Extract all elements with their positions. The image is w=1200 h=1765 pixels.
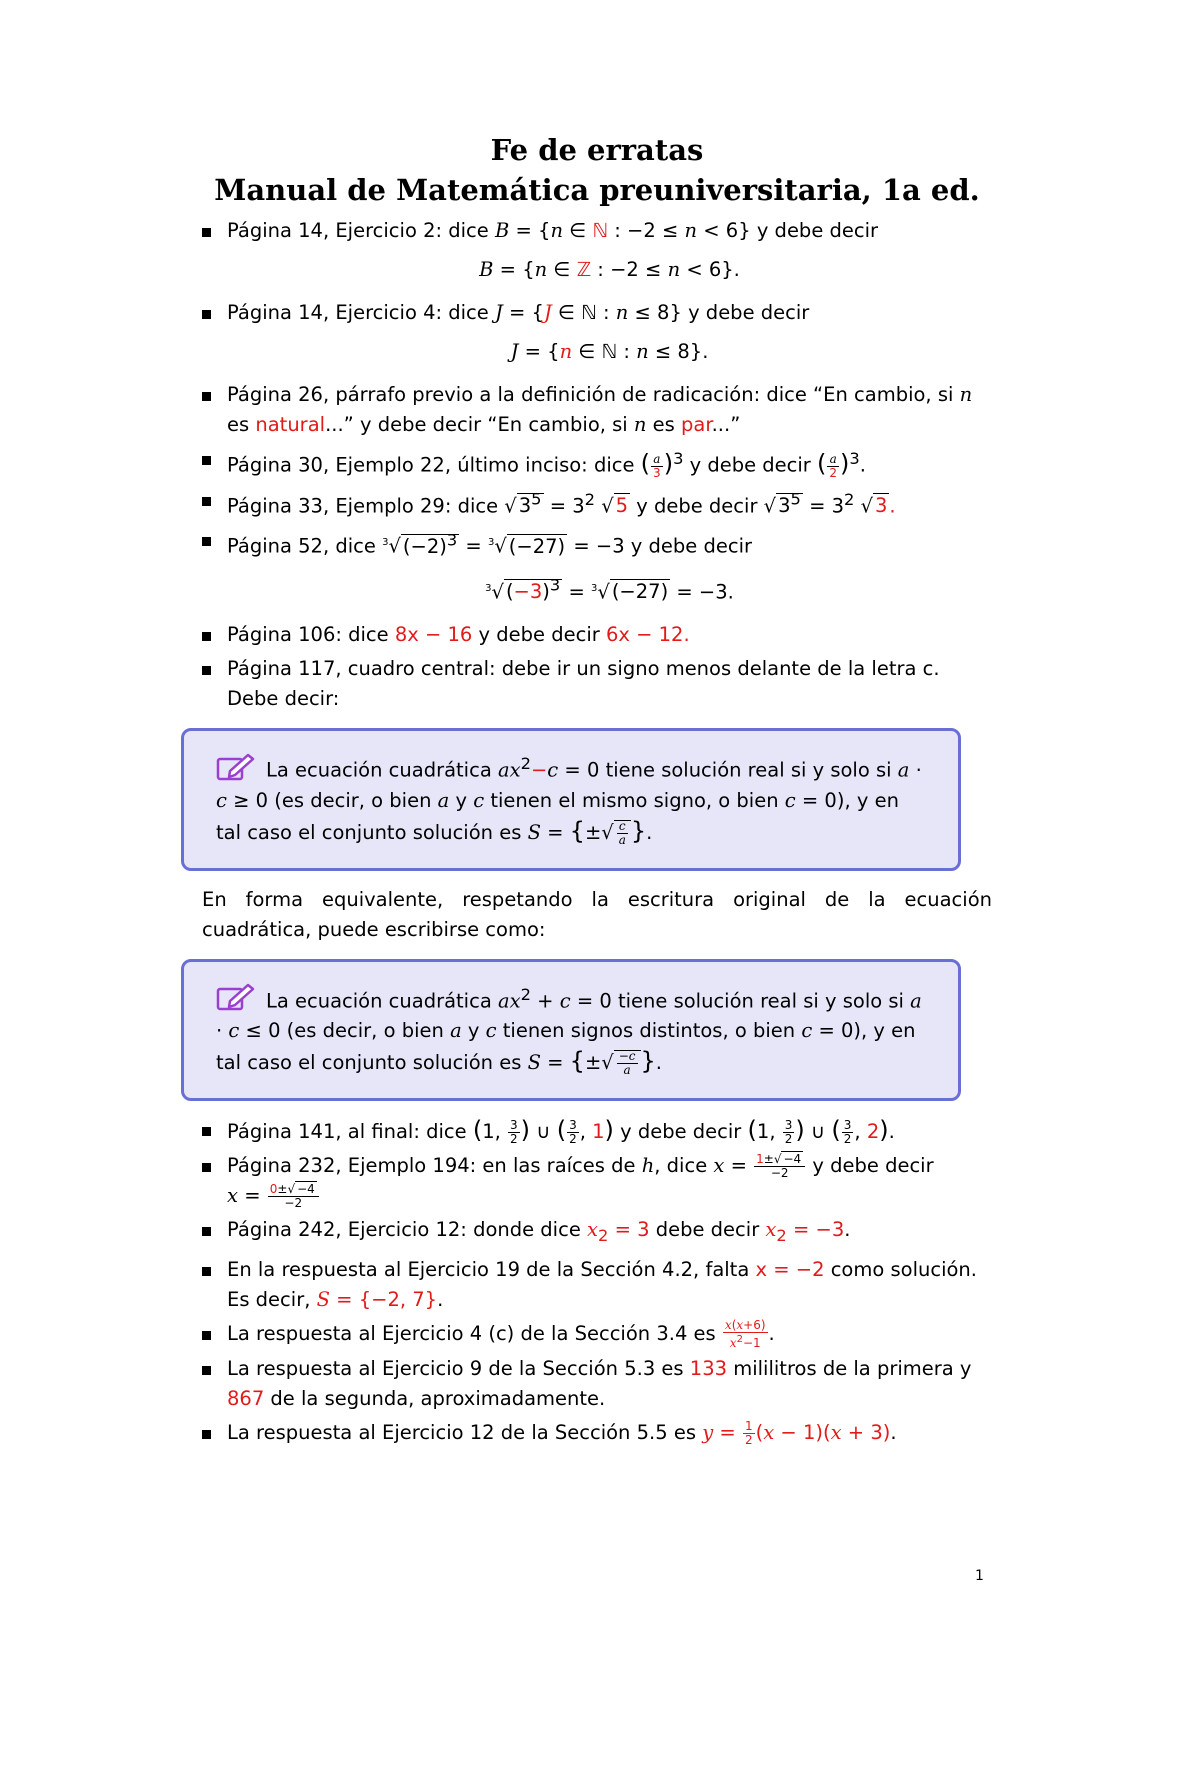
errata-list-continued [202, 1115, 992, 1448]
item-text: ...” [711, 413, 741, 436]
pencil-edit-icon [216, 983, 256, 1011]
correction-text: 8x − 16 [394, 623, 473, 646]
item-text: es [646, 413, 682, 436]
item-text: Página 117, cuadro central: debe ir un signo menos delante de la letra c. Debe decir: [227, 657, 940, 710]
box-text: La ecuación cuadrática [266, 989, 498, 1012]
item-text: Página 106: dice [227, 623, 395, 646]
errata-item-14 [165, 1354, 992, 1414]
correction-text: 867 [227, 1386, 265, 1410]
errata-item-2: Página 14, Ejercicio 4: dice J = {J ∈ ℕ : n ≤ 8} y debe decir J = {n ∈ ℕ : n ≤ 8}. [165, 298, 992, 368]
box-text: (es decir, o bien [268, 788, 438, 812]
box-text: tienen el mismo signo, o bien [484, 788, 785, 812]
item-text: Página 141, al final: dice [227, 1120, 473, 1143]
callout-box-2: La ecuación cuadrática $ax^2 + c = 0$ tiene solución real si y solo si a · c ≤ 0 (es decir, o bien a y c tienen signos distintos, o bien c = 0), y en tal caso el conjunto solución es S = {±√ $\frac{-c}{a}$ }. [181, 959, 961, 1102]
pencil-edit-icon [216, 753, 256, 781]
item-text: de la segunda, aproximadamente. [264, 1386, 606, 1410]
errata-item-13: La respuesta al Ejercicio 4 (c) de la Sección 3.4 es $\frac{x(x+6)}{x^2-1}$ . [165, 1319, 992, 1350]
box-text: tiene solución real si y solo si [599, 758, 898, 782]
correction-text: x = −2 [755, 1257, 825, 1281]
item-text: En la respuesta al Ejercicio 19 de la Sección 4.2, falta [227, 1257, 756, 1281]
document-page [202, 130, 992, 1452]
errata-item-6: Página 52, dice $^3$√ $(-2)^3 = ^3√$ (−27) = −3 y debe decir $^3$√ $(-3)^3 = ^3√$ (−27) = −3. [165, 525, 992, 608]
item-text: . [683, 623, 690, 646]
box-text: tienen signos distintos, o bien [496, 1019, 802, 1042]
item-text: La respuesta al Ejercicio 12 de la Sección 5.5 es [227, 1420, 703, 1444]
page-number: 1 [975, 1568, 984, 1584]
formula-display: J = {n ∈ ℕ : n ≤ 8}. [510, 340, 709, 363]
between-paragraph: En forma equivalente, respetando la escritura original de la ecuación cuadrática, puede escribirse como: [202, 887, 992, 941]
item-text: Página 14, Ejercicio 4: dice [227, 301, 495, 324]
errata-item-10: Página 232, Ejemplo 194: en las raíces de h, dice x = $\frac{1\pm√ -4}{-2}$ y debe decir x = $\frac{0\pm√ -4}{-2}$ [165, 1151, 992, 1211]
item-text: y debe decir [630, 494, 764, 517]
title-line-1: Fe de erratas [490, 133, 704, 167]
item-text: y debe decir [806, 1154, 934, 1177]
item-text: ...” y debe decir “En cambio, si [325, 413, 634, 436]
item-text: La respuesta al Ejercicio 9 de la Sección 5.3 es [227, 1356, 690, 1380]
errata-item-1: Página 14, Ejercicio 2: dice B = {n ∈ ℕ : −2 ≤ n < 6} y debe decir B = {n ∈ ℤ : −2 ≤ n < 6}. [165, 216, 992, 286]
correction-text: 133 [689, 1356, 728, 1380]
errata-item-5: Página 33, Ejemplo 29: dice √ $3^5 = 3^2$ √ 5 y debe decir √ $3^5 = 3^2$ √ 3 . [165, 485, 992, 522]
box-text: y [449, 788, 474, 812]
item-text: mililitros de la primera y [727, 1356, 972, 1380]
item-text: Página 242, Ejercicio 12: donde dice [227, 1218, 588, 1241]
formula-display: $^3$√ $(-3)^3 = ^3√$ (−27) = −3. [485, 575, 734, 603]
box-text: ), y en tal caso el conjunto solución es [216, 1019, 916, 1074]
errata-item-15: La respuesta al Ejercicio 12 de la Sección 5.5 es y = $\frac{1}{2}$ (x − 1)(x + 3). [165, 1418, 992, 1448]
item-text: y debe decir [613, 1120, 748, 1143]
box-text: y [461, 1019, 486, 1042]
item-text: como solución. Es decir, [227, 1257, 977, 1311]
correction-text: par [681, 413, 712, 436]
item-text: , dice [654, 1154, 714, 1177]
item-text: y debe decir [750, 219, 879, 242]
box-text: La ecuación cuadrática [266, 758, 498, 782]
item-text: y debe decir [624, 534, 753, 558]
item-text: Página 52, dice [227, 534, 383, 558]
item-text: Página 33, Ejemplo 29: dice [227, 494, 505, 517]
correction-text: 6x − 12 [605, 623, 684, 646]
item-text: debe decir [649, 1218, 766, 1241]
formula-display: B = {n ∈ ℤ : −2 ≤ n < 6}. [479, 258, 740, 281]
item-text: Página 26, párrafo previo a la definición de radicación: dice “En cambio, si [227, 383, 960, 406]
box-text: (es decir, o bien [280, 1019, 451, 1042]
title-line-2: Manual de Matemática preuniversitaria, 1a ed. [214, 173, 980, 207]
item-text: y debe decir [681, 301, 810, 324]
errata-list [202, 216, 992, 714]
errata-item-12: En la respuesta al Ejercicio 19 de la Sección 4.2, falta x = −2 como solución. Es decir, S = {−2, 7}. [165, 1255, 992, 1315]
box-text: tiene solución real si y solo si [611, 989, 911, 1012]
item-text: es [227, 413, 256, 436]
errata-item-7 [165, 620, 992, 650]
box-text: ), y en tal caso el conjunto solución es [216, 788, 899, 844]
page-title [202, 130, 992, 210]
errata-item-3: Página 26, párrafo previo a la definición de radicación: dice “En cambio, si n es natural...” y debe decir “En cambio, si n es par...” [165, 380, 992, 440]
item-text: Página 232, Ejemplo 194: en las raíces de [227, 1154, 642, 1177]
errata-item-11: Página 242, Ejercicio 12: donde dice $x_2 = 3$ debe decir $x_2 = -3$. [165, 1215, 992, 1251]
correction-text: natural [255, 413, 326, 436]
item-text: Página 14, Ejercicio 2: dice [227, 219, 495, 242]
item-text: y debe decir [683, 453, 818, 477]
errata-item-9: Página 141, al final: dice (1, $\frac{3}{2}$ ) ∪ ( $\frac{3}{2}$ , 1) y debe decir (1, $\frac{3}{2}$ ) ∪ ( $\frac{3}{2}$ , 2). [165, 1115, 992, 1147]
item-text: y debe decir [472, 623, 606, 646]
errata-item-8 [165, 654, 992, 714]
errata-item-4: Página 30, Ejemplo 22, último inciso: dice ( $\frac{a}{3}$ )$^3$ y debe decir ( $\frac{a}{2}$ )$^3$. [165, 444, 992, 481]
callout-box-1: La ecuación cuadrática $ax^2-c = 0$ tiene solución real si y solo si a · c ≥ 0 (es decir, o bien a y c tienen el mismo signo, o bien c = 0), y en tal caso el conjunto solución es S = {±√ $\frac{c}{a}$ }. [181, 728, 961, 871]
item-text: La respuesta al Ejercicio 4 (c) de la Sección 3.4 es [227, 1321, 722, 1345]
item-text: Página 30, Ejemplo 22, último inciso: dice [227, 453, 641, 477]
